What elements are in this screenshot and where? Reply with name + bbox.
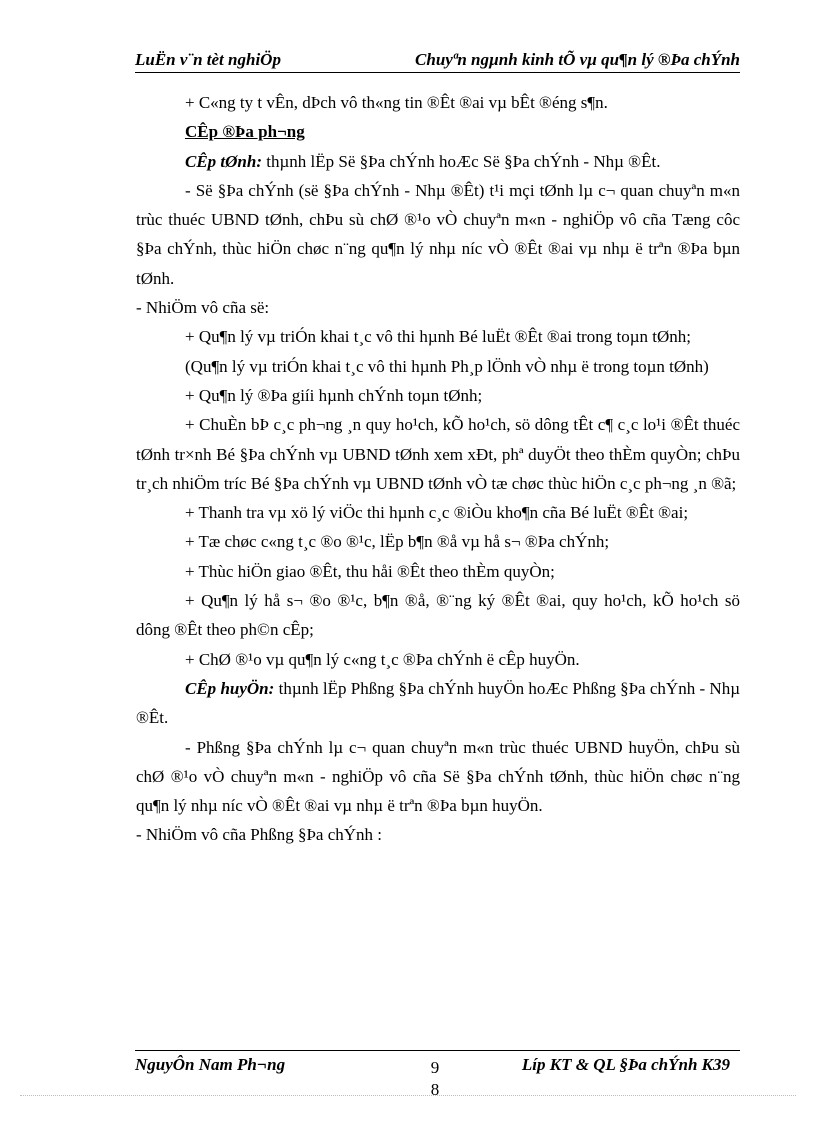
list-item: + Thùc hiÖn giao ®Êt, thu håi ®Êt theo thÈm quyÒn;: [185, 561, 555, 581]
subheading-label: CÊp tØnh:: [185, 151, 262, 171]
paragraph: - NhiÖm vô cña Phßng §Þa chÝnh :: [136, 825, 383, 845]
list-item: + Tæ chøc c«ng t¸c ®o ®¹c, lËp b¶n ®å vµ hå s¬ ®Þa chÝnh;: [185, 532, 610, 552]
list-item: + Qu¶n lý vµ triÓn khai t¸c vô thi hµnh Bé luËt ®Êt ®ai trong toµn tØnh;: [185, 327, 691, 347]
paragraph: [136, 147, 740, 176]
page-number-bottom: 8: [430, 1080, 440, 1099]
footer-author: NguyÔn Nam Ph¬ng: [135, 1055, 286, 1074]
page-break-divider: [20, 1095, 796, 1096]
paragraph: [136, 674, 740, 733]
list-item: + Qu¶n lý ®Þa giíi hµnh chÝnh toµn tØnh;: [185, 385, 483, 405]
list-item: (Qu¶n lý vµ triÓn khai t¸c vô thi hµnh Ph¸p lÖnh vÒ nhµ ë trong toµn tØnh): [185, 356, 709, 376]
section-heading: [136, 117, 740, 146]
paragraph-text: thµnh lËp Së §Þa chÝnh hoÆc Së §Þa chÝnh - Nhµ ®Êt.: [262, 151, 661, 171]
page-number-top: 9: [430, 1058, 440, 1077]
section-heading-text: CÊp ®Þa ph¬ng: [185, 122, 305, 142]
paragraph: - NhiÖm vô cña së:: [136, 298, 270, 318]
list-item: + Qu¶n lý hå s¬ ®o ®¹c, b¶n ®å, ®¨ng ký ®Êt ®ai, quy ho¹ch, kÕ ho¹ch sö dông ®Êt theo ph©n cÊp;: [136, 591, 740, 640]
document-body: [136, 88, 740, 850]
footer-class: Líp KT & QL §Þa chÝnh K39: [521, 1055, 730, 1074]
list-item: + ChuÈn bÞ c¸c ph¬ng ¸n quy ho¹ch, kÕ ho¹ch, sö dông tÊt c¶ c¸c lo¹i ®Êt thuéc tØnh tr×nh Bé §Þa chÝnh vµ UBND tØnh xem xÐt, phª duyÖt theo thÈm quyÒn; chÞu tr¸ch nhiÖm tríc Bé §Þa chÝnh vµ UBND tØnh vÒ tæ chøc thùc hiÖn c¸c ph¬ng ¸n ®ã;: [136, 415, 740, 493]
subheading-label: CÊp huyÖn:: [185, 678, 275, 698]
page-header: [135, 48, 740, 73]
header-left-title: LuËn v¨n tèt nghiÖp: [135, 50, 281, 69]
paragraph: - Phßng §Þa chÝnh lµ c¬ quan chuyªn m«n trùc thuéc UBND huyÖn, chÞu sù chØ ®¹o vÒ chuyªn m«n - nghiÖp vô cña Së §Þa chÝnh tØnh, thùc hiÖn chøc n¨ng qu¶n lý nhµ níc vÒ ®Êt ®ai vµ nhµ ë trªn ®Þa bµn huyÖn.: [136, 737, 740, 816]
paragraph-text: thµnh lËp Phßng §Þa chÝnh huyÖn hoÆc Phßng §Þa chÝnh - Nhµ ®Êt.: [136, 678, 740, 728]
paragraph: - Së §Þa chÝnh (së §Þa chÝnh - Nhµ ®Êt) t¹i mçi tØnh lµ c¬ quan chuyªn m«n trùc thuéc UBND tØnh, chÞu sù chØ ®¹o vÒ chuyªn m«n - nghiÖp vô cña Tæng côc §Þa chÝnh, thùc hiÖn chøc n¨ng qu¶n lý nhµ níc vÒ ®Êt ®ai vµ nhµ ë trªn ®Þa bµn tØnh.: [136, 180, 740, 288]
header-right-title: Chuyªn ngµnh kinh tÕ vµ qu¶n lý ®Þa chÝnh: [415, 50, 740, 69]
page-footer: [135, 1050, 740, 1099]
list-item: + Thanh tra vµ xö lý viÖc thi hµnh c¸c ®iÒu kho¶n cña Bé luËt ®Êt ®ai;: [185, 503, 689, 523]
paragraph: + C«ng ty t vÊn, dÞch vô th«ng tin ®Êt ®ai vµ bÊt ®éng s¶n.: [185, 93, 608, 112]
list-item: + ChØ ®¹o vµ qu¶n lý c«ng t¸c ®Þa chÝnh ë cÊp huyÖn.: [185, 649, 580, 669]
